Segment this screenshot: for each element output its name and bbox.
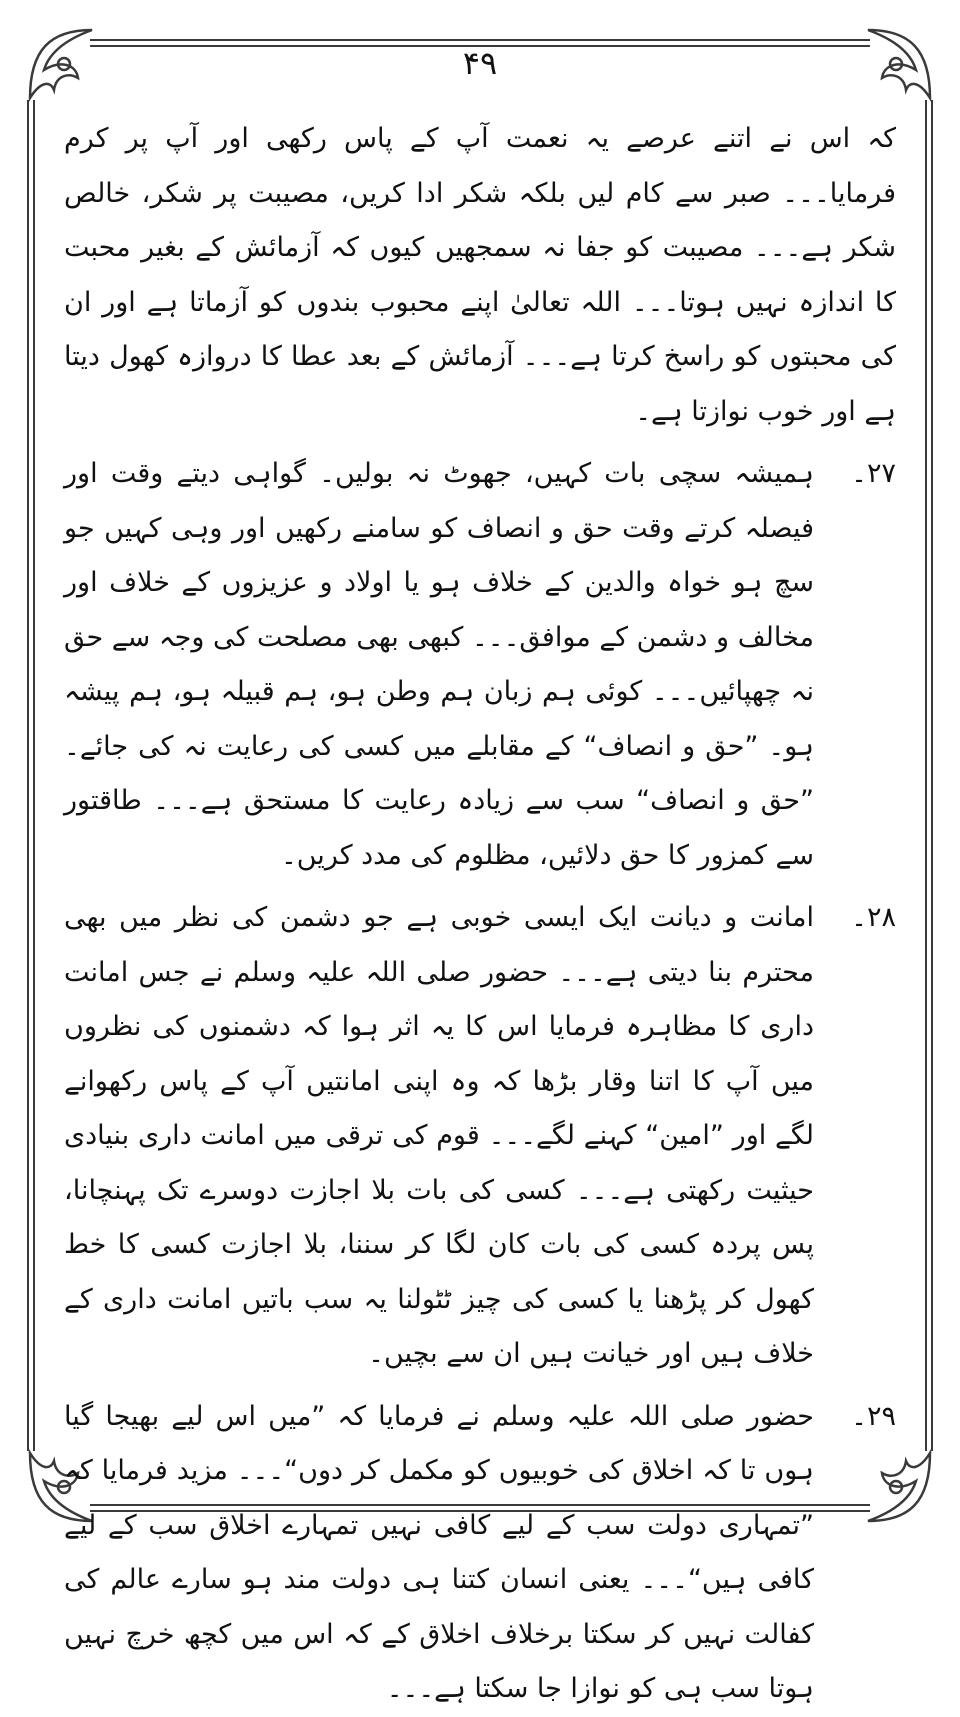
paragraph-number: ۲۸۔: [851, 902, 896, 933]
paragraph-continuation: [64, 112, 896, 439]
paragraph-text: امانت و دیانت ایک ایسی خوبی ہے جو دشمن کی نظر میں بھی محترم بنا دیتی ہے۔۔۔ حضور صلی اللہ علیہ وسلم نے جس امانت داری کا مظاہرہ فرمایا اس کا یہ اثر ہوا کہ دشمنوں کی نظروں میں آپ کا اتنا وقار بڑھا کہ وہ اپنی امانتیں آپ کے پاس رکھوانے لگے اور ”امین“ کہنے لگے۔۔۔ قوم کی ترقی میں امانت داری بنیادی حیثیت رکھتی ہے۔۔۔ کسی کی بات بلا اجازت دوسرے تک پہنچانا، پس پردہ کسی کی بات کان لگا کر سننا، بلا اجازت کسی کا خط کھول کر پڑھنا یا کسی کی چیز ٹٹولنا یہ سب باتیں امانت داری کے خلاف ہیں اور خیانت ہیں ان سے بچیں۔: [64, 902, 814, 1369]
paragraph-text: کہ اس نے اتنے عرصے یہ نعمت آپ کے پاس رکھی اور آپ پر کرم فرمایا۔۔۔ صبر سے کام لیں بلکہ شکر ادا کریں، مصیبت پر شکر، خالص شکر ہے۔۔۔ مصیبت کو جفا نہ سمجھیں کیوں کہ آزمائش کے بغیر محبت کا اندازہ نہیں ہوتا۔۔۔ اللہ تعالیٰ اپنے محبوب بندوں کو آزماتا ہے اور ان کی محبتوں کو راسخ کرتا ہے۔۔۔ آزمائش کے بعد عطا کا دروازہ کھول دیتا ہے اور خوب نوازتا ہے۔: [64, 123, 896, 427]
paragraph-text: حضور صلی اللہ علیہ وسلم نے فرمایا کہ ”میں اس لیے بھیجا گیا ہوں تا کہ اخلاق کی خوبیوں کو مکمل کر دوں“۔۔۔ مزید فرمایا کہ ”تمہاری دولت سب کے لیے کافی نہیں تمہارے اخلاق سب کے لیے کافی ہیں“۔۔۔ یعنی انسان کتنا ہی دولت مند ہو سارے عالم کی کفالت نہیں کر سکتا برخلاف اخلاق کے کہ اس میں کچھ خرچ نہیں ہوتا سب ہی کو نوازا جا سکتا ہے۔۔۔: [64, 1400, 814, 1704]
paragraph-27: [64, 447, 896, 883]
page-content: [64, 112, 896, 1717]
page-number: ۴۹: [462, 44, 498, 82]
paragraph-29: [64, 1390, 896, 1717]
paragraph-number: ۲۹۔: [851, 1400, 896, 1432]
paragraph-text: ہمیشہ سچی بات کہیں، جھوٹ نہ بولیں۔ گواہی دیتے وقت اور فیصلہ کرتے وقت حق و انصاف کو سامنے رکھیں اور وہی کہیں جو سچ ہو خواہ والدین کے خلاف ہو یا اولاد و عزیزوں کے خلاف اور مخالف و دشمن کے موافق۔۔۔ کبھی بھی مصلحت کی وجہ سے حق نہ چھپائیں۔۔۔ کوئی ہم زبان ہم وطن ہو، ہم قبیلہ ہو، ہم پیشہ ہو۔ ”حق و انصاف“ کے مقابلے میں کسی کی رعایت نہ کی جائے۔ ”حق و انصاف“ سب سے زیادہ رعایت کا مستحق ہے۔۔۔ طاقتور سے کمزور کا حق دلائیں، مظلوم کی مدد کریں۔: [64, 458, 814, 871]
paragraph-28: [64, 891, 896, 1382]
paragraph-number: ۲۷۔: [851, 458, 896, 489]
